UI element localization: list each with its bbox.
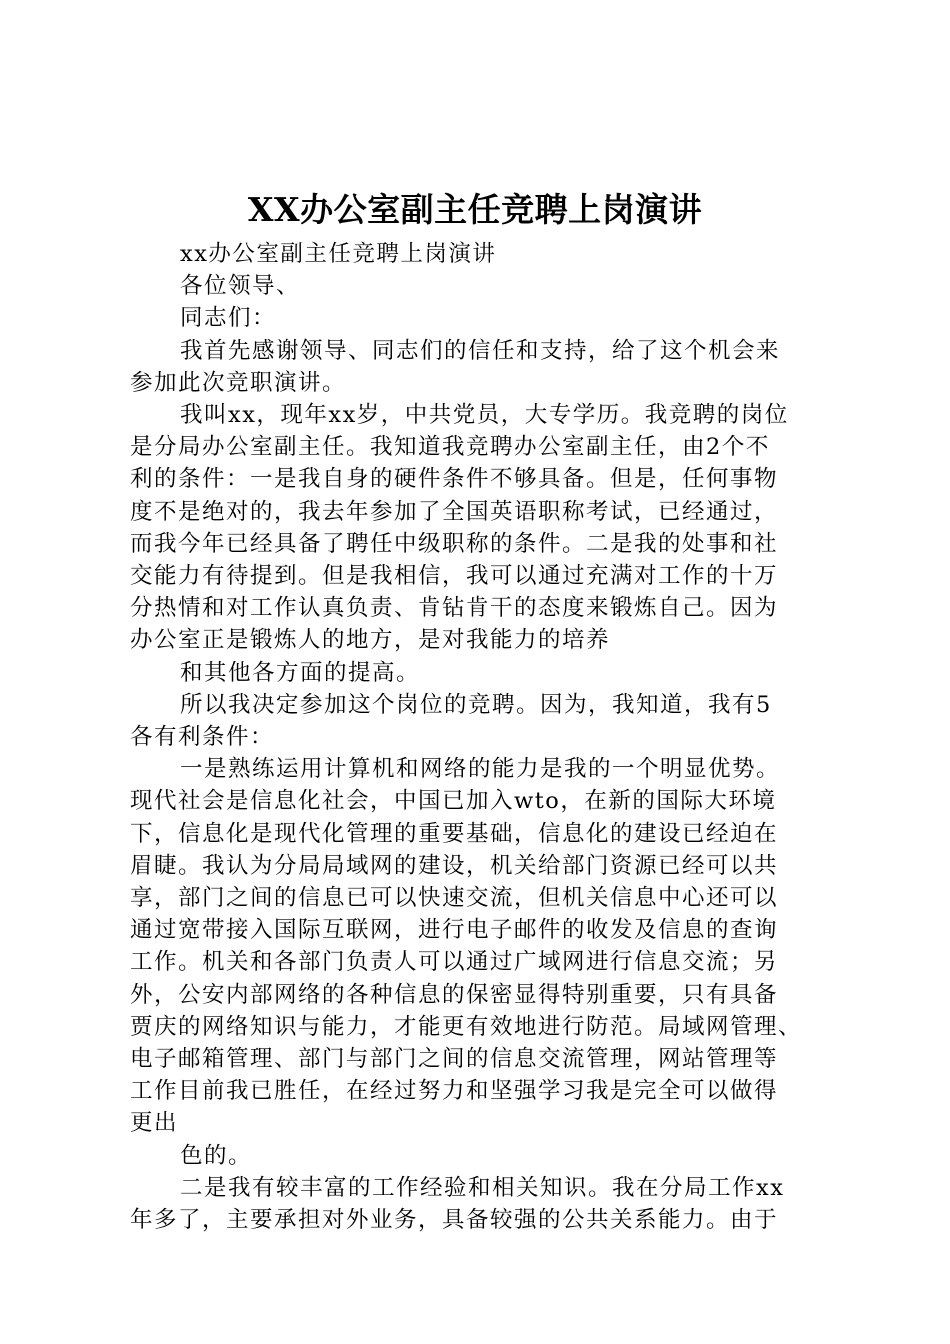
body-line: 通过宽带接入国际互联网，进行电子邮件的收发及信息的查询 bbox=[130, 917, 779, 944]
body-line: 更出 bbox=[130, 1110, 179, 1137]
body-line: 各有利条件： bbox=[130, 724, 275, 751]
body-line: 眉睫。我认为分局局域网的建设，机关给部门资源已经可以共 bbox=[130, 852, 779, 879]
body-line: 现代社会是信息化社会，中国已加入wto，在新的国际大环境 bbox=[130, 788, 777, 815]
body-line: 而我今年已经具备了聘任中级职称的条件。二是我的处事和社 bbox=[130, 530, 779, 557]
body-line: 办公室正是锻炼人的地方，是对我能力的培养 bbox=[130, 627, 611, 654]
body-line: 同志们： bbox=[180, 305, 277, 332]
body-line: 年多了，主要承担对外业务，具备较强的公共关系能力。由于 bbox=[130, 1207, 779, 1234]
body-line: 工作。机关和各部门负责人可以通过广域网进行信息交流；另 bbox=[130, 949, 779, 976]
document-body bbox=[130, 238, 840, 1236]
body-line: 享，部门之间的信息已可以快速交流，但机关信息中心还可以 bbox=[130, 885, 779, 912]
document-title: XX办公室副主任竞聘上岗演讲 bbox=[247, 190, 703, 229]
body-line: 分热情和对工作认真负责、肯钻肯干的态度来锻炼自己。因为 bbox=[130, 595, 779, 622]
body-line: 工作目前我已胜任，在经过努力和坚强学习我是完全可以做得 bbox=[130, 1078, 779, 1105]
body-line: 交能力有待提到。但是我相信，我可以通过充满对工作的十万 bbox=[130, 563, 779, 590]
body-line: 各位领导、 bbox=[180, 273, 301, 300]
body-line: 利的条件：一是我自身的硬件条件不够具备。但是，任何事物 bbox=[130, 466, 779, 493]
body-line: 电子邮箱管理、部门与部门之间的信息交流管理，网站管理等 bbox=[130, 1046, 779, 1073]
body-line: 我叫xx，现年xx岁，中共党员，大专学历。我竞聘的岗位 bbox=[180, 402, 789, 429]
body-line: 和其他各方面的提高。 bbox=[180, 659, 421, 686]
body-line: 外，公安内部网络的各种信息的保密显得特别重要，只有具备 bbox=[130, 981, 779, 1008]
body-line: 我首先感谢领导、同志们的信任和支持，给了这个机会来 bbox=[180, 337, 781, 364]
body-line: 二是我有较丰富的工作经验和相关知识。我在分局工作xx bbox=[180, 1174, 785, 1201]
body-line: xx办公室副主任竞聘上岗演讲 bbox=[180, 241, 497, 267]
body-line: 所以我决定参加这个岗位的竞聘。因为，我知道，我有5 bbox=[180, 691, 772, 718]
body-line: 度不是绝对的，我去年参加了全国英语职称考试，已经通过， bbox=[130, 498, 779, 525]
body-line: 参加此次竞职演讲。 bbox=[130, 369, 347, 396]
body-line: 一是熟练运用计算机和网络的能力是我的一个明显优势。 bbox=[180, 756, 781, 783]
body-line: 贾庆的网络知识与能力，才能更有效地进行防范。局域网管理、 bbox=[130, 1013, 803, 1040]
body-line: 是分局办公室副主任。我知道我竞聘办公室副主任，由2个不 bbox=[130, 434, 770, 461]
body-line: 下，信息化是现代化管理的重要基础，信息化的建设已经迫在 bbox=[130, 820, 779, 847]
body-line: 色的。 bbox=[180, 1142, 253, 1169]
